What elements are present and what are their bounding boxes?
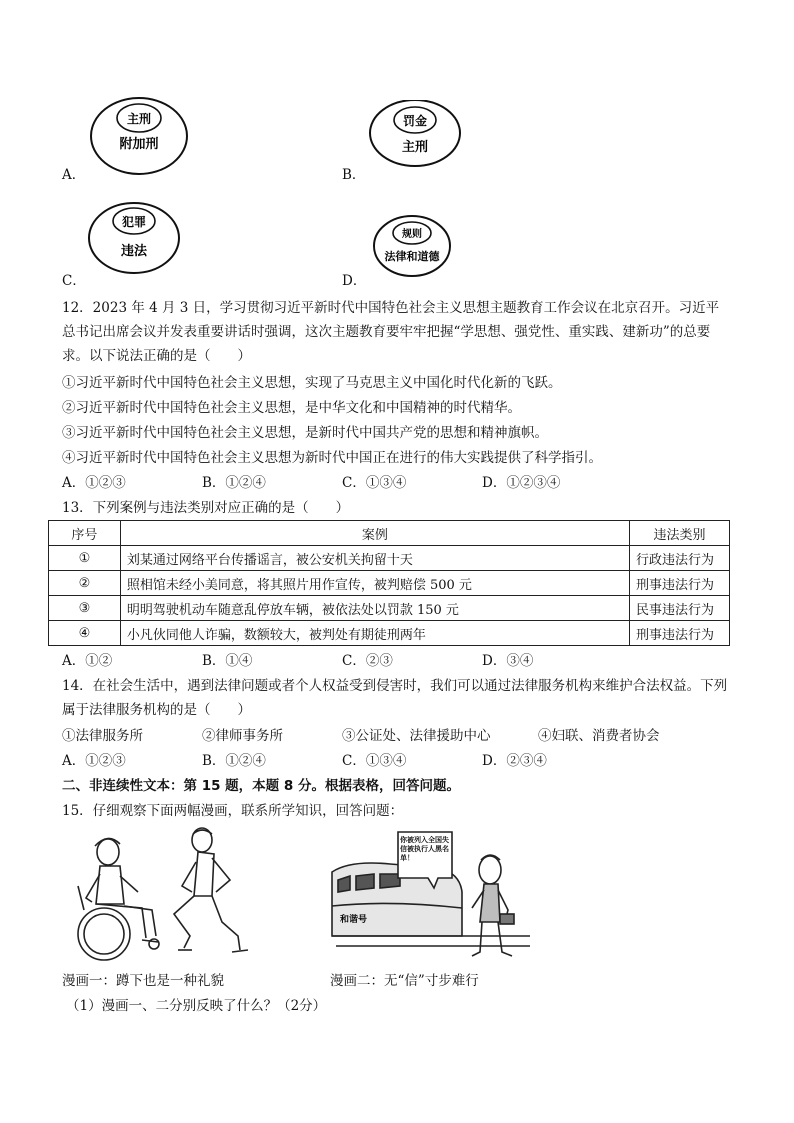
q12-option-a[interactable]: A．①②③: [62, 475, 126, 491]
table-cell: ④: [49, 621, 121, 646]
q12-item-1: ①习近平新时代中国特色社会主义思想，实现了马克思主义中国化时代化新的飞跃。: [62, 375, 562, 391]
q11-option-a: [62, 96, 262, 186]
cartoon-one-image: [62, 826, 272, 966]
q15-stem: 15．仔细观察下面两幅漫画，联系所学知识，回答问题：: [62, 803, 404, 819]
train-label: 和谐号: [340, 915, 368, 925]
q12-option-d[interactable]: D．①②③④: [482, 475, 561, 491]
q14-item-4: ④妇联、消费者协会: [538, 728, 660, 744]
q11-option-d: [342, 210, 542, 300]
venn-diagram-c: [62, 200, 262, 290]
outer-label: 主刑: [401, 140, 429, 155]
q11-option-b: [342, 100, 542, 190]
q14-option-d[interactable]: D．②③④: [482, 753, 547, 769]
option-letter[interactable]: C．: [62, 273, 86, 289]
inner-label: 犯罪: [121, 215, 147, 229]
outer-label: 附加刑: [119, 137, 159, 152]
q14-stem: 14．在社会生活中，遇到法律问题或者个人权益受到侵害时，我们可以通过法律服务机构来维护合法权益。下列属于法律服务机构的是（ ）: [62, 678, 728, 718]
q14-option-c[interactable]: C．①③④: [342, 753, 407, 769]
q13-option-b[interactable]: B．①④: [202, 653, 253, 669]
table-cell: 刑事违法行为: [630, 621, 730, 646]
inner-label: 主刑: [126, 112, 152, 126]
speech-bubble-text: 你被列入全国失信被执行人黑名单！: [400, 836, 449, 862]
table-row: [49, 546, 730, 571]
table-cell: 行政违法行为: [630, 546, 730, 571]
q12-option-b[interactable]: B．①②④: [202, 475, 266, 491]
table-row: [49, 596, 730, 621]
q12-stem: 12．2023 年 4 月 3 日，学习贯彻习近平新时代中国特色社会主义思想主题教育工作会议在北京召开。习近平总书记出席会议并发表重要讲话时强调，这次主题教育要牢牢把握“学思想、强党性、重实践、建新功”的总要求。以下说法正确的是（ ）: [62, 300, 720, 364]
table-cell: 小凡伙同他人诈骗，数额较大，被判处有期徒刑两年: [120, 621, 629, 646]
cartoon-two-image: [330, 830, 535, 970]
venn-diagram-b: [342, 100, 542, 190]
q11-option-c: [62, 200, 262, 290]
cartoon-two-caption: 漫画二：无“信”寸步难行: [330, 973, 479, 989]
q13-option-c[interactable]: C．②③: [342, 653, 393, 669]
cartoon-one-caption: 漫画一：蹲下也是一种礼貌: [62, 973, 224, 989]
header-cell: 违法类别: [630, 521, 730, 546]
q14-item-3: ③公证处、法律援助中心: [342, 728, 491, 744]
venn-diagram-d: [342, 210, 542, 300]
outer-label: 违法: [120, 244, 148, 259]
table-header-row: [49, 521, 730, 546]
section-heading: 二、非连续性文本：第 15 题，本题 8 分。根据表格，回答问题。: [62, 778, 460, 794]
header-cell: 案例: [120, 521, 629, 546]
q13-option-d[interactable]: D．③④: [482, 653, 534, 669]
option-letter[interactable]: A．: [62, 167, 86, 183]
table-cell: 刑事违法行为: [630, 571, 730, 596]
table-cell: ①: [49, 546, 121, 571]
outer-label: 法律和道德: [384, 250, 440, 263]
table-cell: 民事违法行为: [630, 596, 730, 621]
q13-table: [48, 520, 730, 646]
option-letter[interactable]: D．: [342, 273, 367, 289]
q14-item-2: ②律师事务所: [202, 728, 283, 744]
table-row: [49, 571, 730, 596]
q14-option-a[interactable]: A．①②③: [62, 753, 126, 769]
q13-stem: 13．下列案例与违法类别对应正确的是（ ）: [62, 500, 350, 516]
table-cell: 照相馆未经小美同意，将其照片用作宣传，被判赔偿 500 元: [120, 571, 629, 596]
table-row: [49, 621, 730, 646]
q13-option-a[interactable]: A．①②: [62, 653, 113, 669]
inner-label: 罚金: [402, 114, 428, 128]
q15-subquestion-1: （1）漫画一、二分别反映了什么？（2分）: [66, 998, 327, 1014]
q12-item-3: ③习近平新时代中国特色社会主义思想，是新时代中国共产党的思想和精神旗帜。: [62, 425, 548, 441]
venn-diagram-a: [62, 96, 262, 186]
q14-item-1: ①法律服务所: [62, 728, 143, 744]
q12-item-4: ④习近平新时代中国特色社会主义思想为新时代中国正在进行的伟大实践提供了科学指引。: [62, 450, 602, 466]
inner-label: 规则: [402, 229, 422, 240]
option-letter[interactable]: B．: [342, 167, 366, 183]
header-cell: 序号: [49, 521, 121, 546]
q12-item-2: ②习近平新时代中国特色社会主义思想，是中华文化和中国精神的时代精华。: [62, 400, 521, 416]
q12-option-c[interactable]: C．①③④: [342, 475, 407, 491]
q14-option-b[interactable]: B．①②④: [202, 753, 266, 769]
table-cell: ②: [49, 571, 121, 596]
table-cell: 刘某通过网络平台传播谣言，被公安机关拘留十天: [120, 546, 629, 571]
table-cell: ③: [49, 596, 121, 621]
table-cell: 明明驾驶机动车随意乱停放车辆，被依法处以罚款 150 元: [120, 596, 629, 621]
